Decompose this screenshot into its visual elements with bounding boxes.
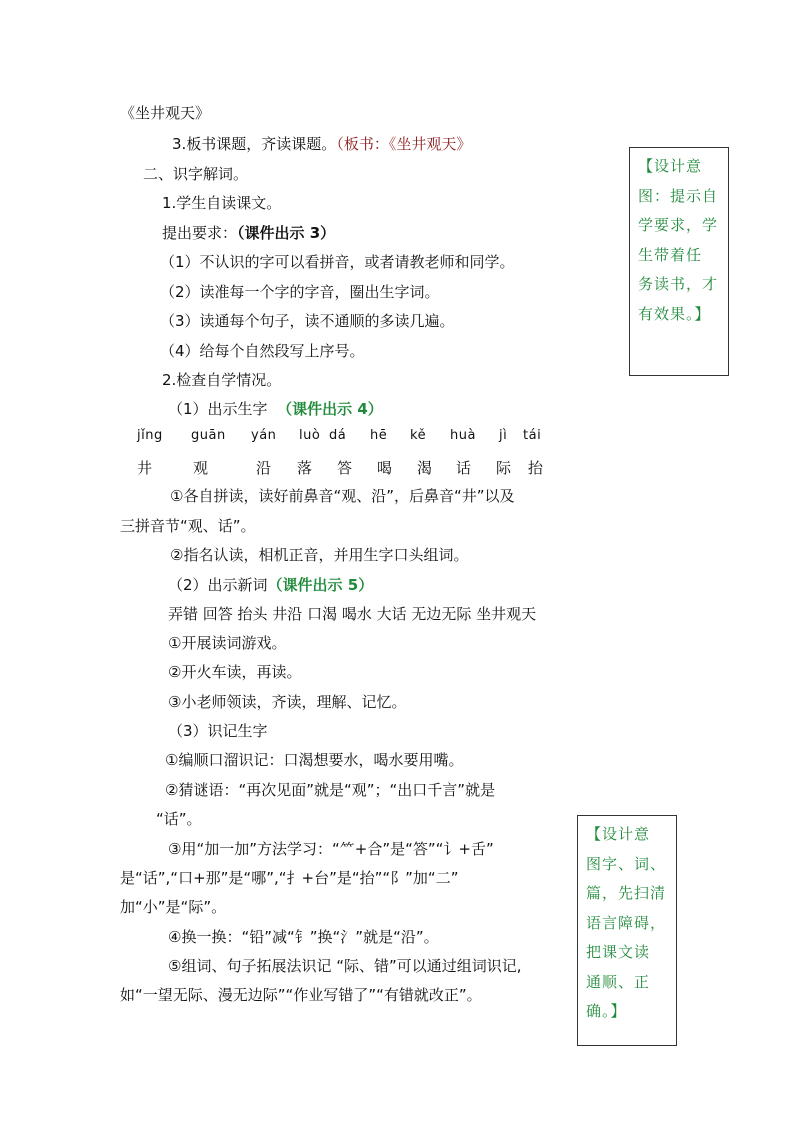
char-activity-1a: ①各自拼读，读好前鼻音“观、沿”，后鼻音“井”以及 (170, 487, 515, 505)
memo-heading: （3）识记生字 (168, 722, 268, 740)
char-activity-2: ②指名认读，相机正音，并用生字口头组词。 (170, 546, 469, 564)
memo-5b: 如“一望无际、漫无边际”“作业写错了”“有错就改正”。 (120, 986, 482, 1004)
req-4: （4）给每个自然段写上序号。 (160, 342, 365, 360)
section-heading: 二、识字解词。 (143, 165, 249, 183)
char-da: 答 (337, 459, 353, 477)
char-yan: 沿 (256, 459, 272, 477)
word-activity-2: ②开火车读，再读。 (168, 663, 302, 681)
pinyin-luo: luò (299, 428, 321, 443)
char-jing: 井 (137, 459, 153, 477)
step3-text: 3.板书课题，齐读课题。 (172, 135, 337, 153)
char-luo: 落 (297, 459, 313, 477)
char-ke: 渴 (417, 459, 433, 477)
req-2: （2）读准每一个字的字音，圈出生字词。 (160, 283, 440, 301)
design-note-2 (577, 815, 677, 1046)
note2-line: 确。】 (586, 1002, 627, 1020)
pinyin-tai: tái (523, 428, 542, 443)
note1-line: 【设计意 (638, 157, 703, 175)
char-tai: 抬 (528, 459, 544, 477)
memo-2b: “话”。 (156, 810, 202, 828)
show-chars-label: （1）出示生字 (168, 400, 268, 418)
courseware-cue-4: （课件出示 4） (277, 400, 383, 418)
char-ji: 际 (496, 459, 512, 477)
pinyin-jing: jǐng (137, 428, 163, 443)
pinyin-he: hē (370, 428, 388, 443)
step-1: 1.学生自读课文。 (162, 194, 282, 212)
courseware-cue-3: （课件出示 3） (237, 224, 336, 242)
pinyin-ke: kě (410, 428, 427, 443)
pinyin-yan: yán (251, 428, 277, 443)
note2-line: 把课文读 (586, 943, 651, 961)
memo-3a: ③用“加一加”方法学习：“⺮+合”是“答”“讠+舌” (168, 840, 494, 858)
memo-1: ①编顺口溜识记：口渴想要水，喝水要用嘴。 (165, 751, 464, 769)
note1-line: 生带着任 (638, 245, 703, 264)
pinyin-da: dá (329, 428, 347, 443)
requirements-label: 提出要求： (162, 224, 238, 242)
req-1: （1）不认识的字可以看拼音，或者请教老师和同学。 (160, 253, 515, 271)
note1-line: 务读书，才 (638, 275, 719, 293)
show-words-label: （2）出示新词 (168, 576, 268, 594)
memo-4: ④换一换：“铅”减“钅”换“氵”就是“沿”。 (168, 928, 439, 946)
step-2: 2.检查自学情况。 (162, 371, 282, 389)
pinyin-hua: huà (450, 428, 476, 443)
title-tail: 《坐井观天》 (120, 104, 211, 122)
note1-line: 图：提示自 (638, 186, 719, 205)
show-words-line (168, 575, 373, 595)
char-he: 喝 (377, 459, 393, 477)
memo-3b: 是“话”,“口+那”是“哪”,“扌+台”是“抬”“阝”加“二” (120, 869, 459, 887)
memo-3c: 加“小”是“际”。 (120, 898, 227, 916)
char-guan: 观 (193, 459, 209, 477)
step3-board: （板书：《坐井观天》 (336, 135, 472, 153)
show-chars-line (168, 399, 383, 419)
note1-line: 学要求，学 (638, 216, 719, 234)
char-activity-1b: 三拼音节“观、话”。 (120, 517, 256, 535)
note2-line: 【设计意 (586, 825, 651, 843)
word-activity-1: ①开展读词游戏。 (168, 634, 287, 652)
note1-line: 有效果。】 (638, 304, 711, 323)
pinyin-guan: guān (191, 428, 226, 443)
note2-line: 语言障碍， (586, 913, 667, 932)
courseware-cue-5: （课件出示 5） (267, 576, 374, 594)
note2-line: 通顺、正 (586, 972, 651, 991)
new-words: 弄错 回答 抬头 井沿 口渴 喝水 大话 无边无际 坐井观天 (168, 605, 537, 623)
char-hua: 话 (456, 459, 472, 477)
requirements-line (162, 223, 335, 243)
word-activity-3: ③小老师领读，齐读，理解、记忆。 (168, 693, 407, 711)
note2-line: 篇，先扫清 (586, 884, 667, 902)
pinyin-ji: jì (499, 428, 508, 443)
step3-line (172, 134, 471, 154)
req-3: （3）读通每个句子，读不通顺的多读几遍。 (160, 312, 455, 330)
memo-2a: ②猜谜语：“再次见面”就是“观”；“出口千言”就是 (165, 781, 496, 799)
memo-5a: ⑤组词、句子拓展法识记 “际、错”可以通过组词识记, (168, 957, 522, 975)
design-note-1 (629, 147, 729, 376)
note2-line: 图字、词、 (586, 854, 667, 873)
